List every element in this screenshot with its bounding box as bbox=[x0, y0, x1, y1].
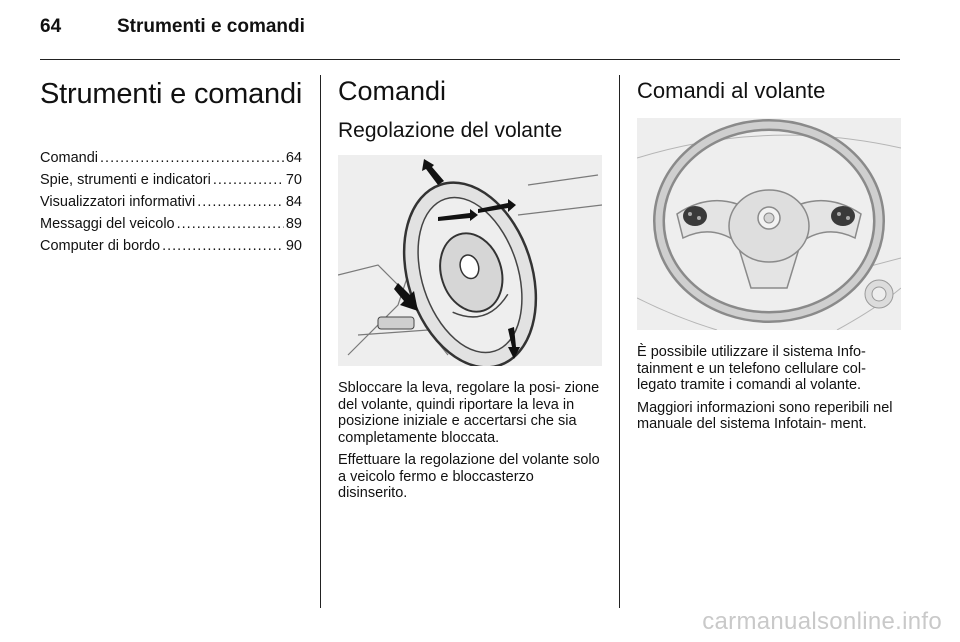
toc-item[interactable] bbox=[40, 216, 302, 238]
chapter-title: Strumenti e comandi bbox=[40, 78, 303, 110]
steering-adjustment-drawing bbox=[338, 155, 602, 366]
steering-adjustment-warning: Effettuare la regolazione del volante solo a veicolo fermo e bloccasterzo disinserito. bbox=[338, 452, 600, 501]
toc-item[interactable] bbox=[40, 150, 302, 172]
toc-leader-dots bbox=[197, 194, 284, 210]
column-divider-1 bbox=[320, 75, 321, 608]
toc-item-page: 64 bbox=[285, 150, 302, 166]
column-divider-2 bbox=[619, 75, 620, 608]
comandi-column bbox=[338, 74, 602, 502]
watermark: carmanualsonline.info bbox=[702, 608, 942, 635]
toc-item[interactable] bbox=[40, 238, 302, 260]
steering-wheel-drawing bbox=[637, 118, 901, 330]
toc-item-page: 84 bbox=[285, 194, 302, 210]
toc-leader-dots bbox=[177, 216, 284, 232]
toc-item-label: Comandi bbox=[40, 150, 99, 166]
section-title: Comandi bbox=[338, 76, 447, 106]
steering-wheel-controls-illustration bbox=[637, 118, 901, 330]
steering-controls-paragraph: È possibile utilizzare il sistema Info- tainment e un telefono cellulare col- legato tramite i comandi al volante. bbox=[637, 344, 866, 393]
steering-adjustment-illustration bbox=[338, 155, 602, 366]
steering-controls-column bbox=[637, 74, 901, 433]
toc-leader-dots bbox=[100, 150, 284, 166]
toc-item-label: Spie, strumenti e indicatori bbox=[40, 172, 211, 188]
toc-item-label: Visualizzatori informativi bbox=[40, 194, 196, 210]
toc-leader-dots bbox=[162, 238, 284, 254]
toc-item-label: Computer di bordo bbox=[40, 238, 161, 254]
toc-item-page: 90 bbox=[285, 238, 302, 254]
running-title: Strumenti e comandi bbox=[117, 16, 305, 37]
subsection-title: Regolazione del volante bbox=[338, 119, 563, 142]
header-rule bbox=[40, 59, 900, 60]
toc-item-page: 70 bbox=[285, 172, 302, 188]
toc-item-label: Messaggi del veicolo bbox=[40, 216, 175, 232]
page-number: 64 bbox=[40, 16, 62, 37]
toc-leader-dots bbox=[213, 172, 284, 188]
chapter-column bbox=[40, 74, 302, 260]
table-of-contents bbox=[40, 150, 302, 260]
toc-item[interactable] bbox=[40, 172, 302, 194]
steering-adjustment-paragraph: Sbloccare la leva, regolare la posi- zione del volante, quindi riportare la leva in posizione iniziale e accertarsi che sia completamente bloccata. bbox=[338, 380, 600, 446]
toc-item[interactable] bbox=[40, 194, 302, 216]
steering-controls-title: Comandi al volante bbox=[637, 78, 826, 103]
page-header bbox=[40, 16, 900, 48]
steering-controls-reference: Maggiori informazioni sono reperibili nel manuale del sistema Infotain- ment. bbox=[637, 399, 893, 432]
toc-item-page: 89 bbox=[285, 216, 302, 232]
